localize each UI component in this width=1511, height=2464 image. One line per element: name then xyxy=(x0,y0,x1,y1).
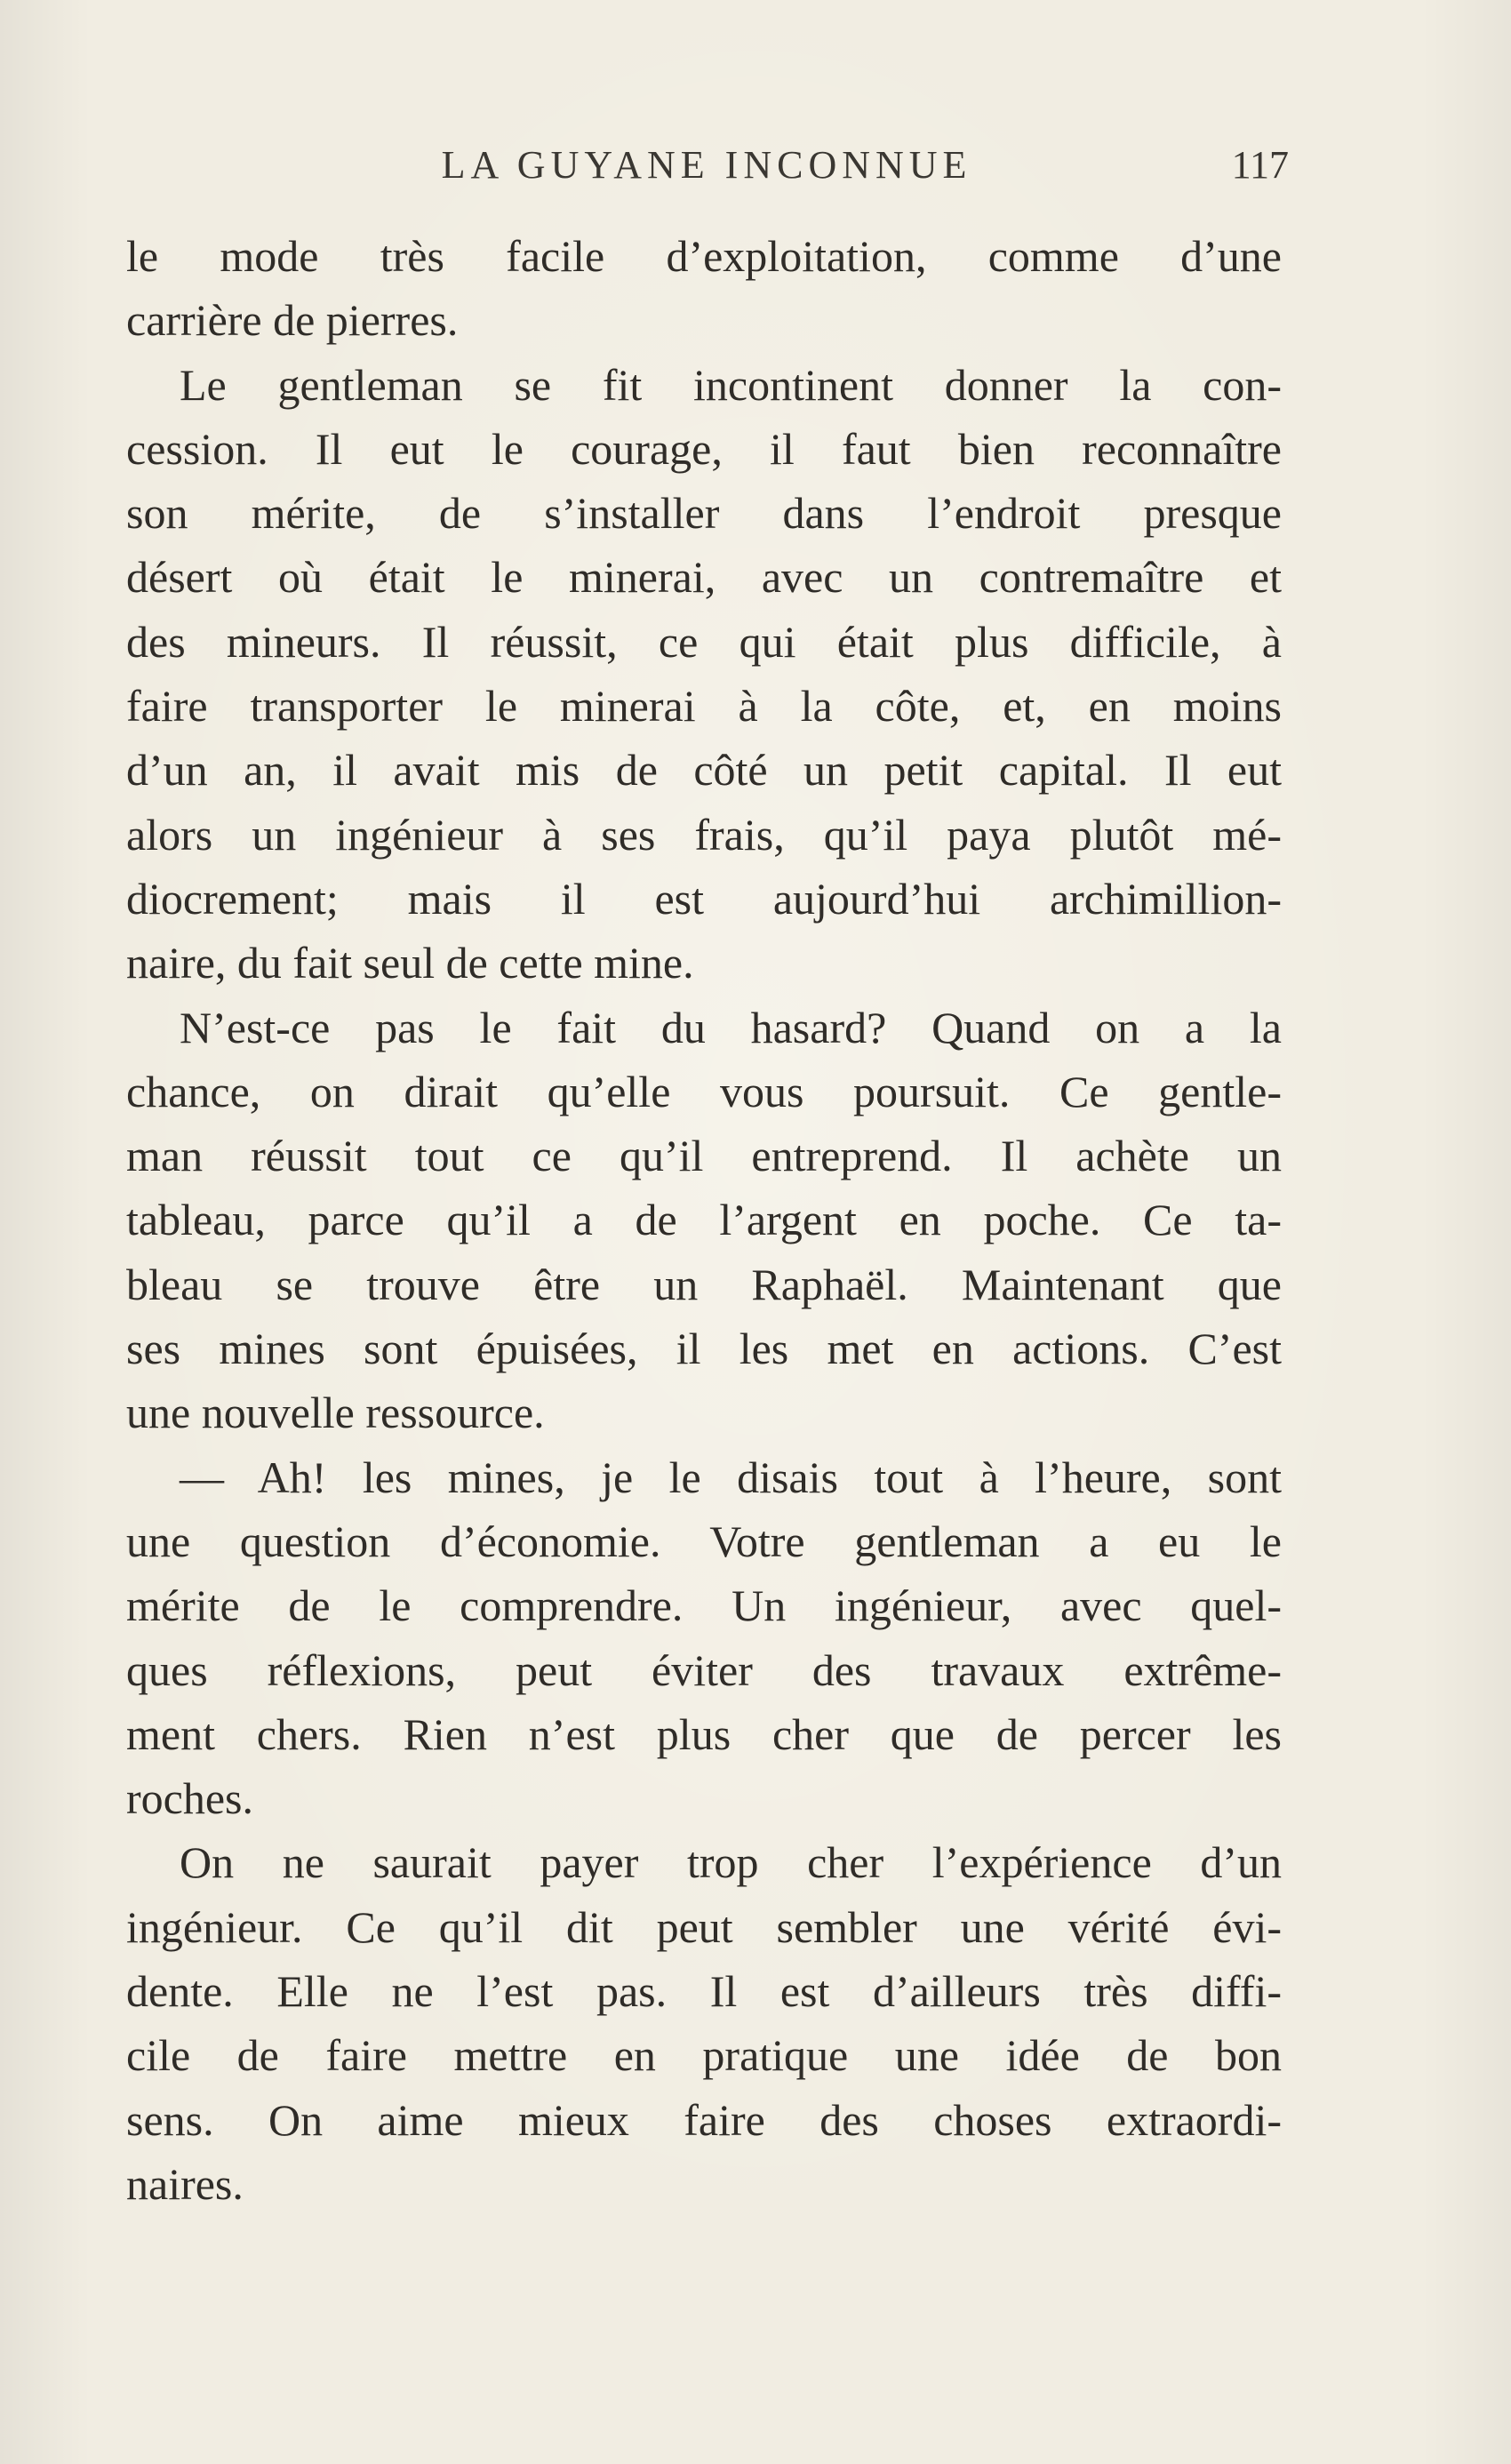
running-title: LA GUYANE INCONNUE xyxy=(441,143,972,187)
text-line: ques réflexions, peut éviter des travaux extrême- xyxy=(126,1644,1282,1695)
text-line: naire, du fait seul de cette mine. xyxy=(126,938,694,988)
text-line: alors un ingénieur à ses frais, qu’il paya plutôt mé- xyxy=(126,809,1282,860)
text-line: ingénieur. Ce qu’il dit peut sembler une vérité évi- xyxy=(126,1901,1282,1952)
text-line: une nouvelle ressource. xyxy=(126,1388,545,1438)
text-line: son mérite, de s’installer dans l’endroit presque xyxy=(126,488,1282,539)
text-line: ses mines sont épuisées, il les met en actions. C’est xyxy=(126,1324,1282,1374)
text-line: dente. Elle ne l’est pas. Il est d’ailleurs très diffi- xyxy=(126,1966,1282,2017)
text-line: bleau se trouve être un Raphaël. Maintenant que xyxy=(126,1259,1282,1309)
text-line: tableau, parce qu’il a de l’argent en poche. Ce ta- xyxy=(126,1195,1282,1245)
text-line: diocrement; mais il est aujourd’hui archimillion- xyxy=(126,873,1282,924)
text-line: mérite de le comprendre. Un ingénieur, avec quel- xyxy=(126,1580,1282,1631)
text-line: d’un an, il avait mis de côté un petit capital. Il eut xyxy=(126,745,1282,796)
text-line: le mode très facile d’exploitation, comme d’une xyxy=(126,231,1282,281)
body-text xyxy=(126,224,1282,2216)
text-line: sens. On aime mieux faire des choses extraordi- xyxy=(126,2094,1282,2145)
text-line: ment chers. Rien n’est plus cher que de percer les xyxy=(126,1708,1282,1759)
text-line: une question d’économie. Votre gentleman a eu le xyxy=(126,1516,1282,1566)
text-line: N’est-ce pas le fait du hasard? Quand on a la xyxy=(180,1002,1282,1052)
text-line: — Ah! les mines, je le disais tout à l’heure, sont xyxy=(180,1452,1282,1502)
text-line: roches. xyxy=(126,1773,253,1824)
text-line: des mineurs. Il réussit, ce qui était plus difficile, à xyxy=(126,616,1282,667)
text-line: cile de faire mettre en pratique une idée de bon xyxy=(126,2030,1282,2081)
running-head xyxy=(124,142,1289,196)
text-line: cession. Il eut le courage, il faut bien reconnaître xyxy=(126,423,1282,474)
text-line: désert où était le minerai, avec un contremaître et xyxy=(126,552,1282,603)
page-number: 117 xyxy=(1231,143,1289,187)
text-line: carrière de pierres. xyxy=(126,295,459,346)
text-line: On ne saurait payer trop cher l’expérience d’un xyxy=(180,1837,1282,1888)
text-line: chance, on dirait qu’elle vous poursuit. Ce gentle- xyxy=(126,1066,1282,1116)
text-line: Le gentleman se fit incontinent donner la con- xyxy=(180,359,1282,410)
text-line: man réussit tout ce qu’il entreprend. Il achète un xyxy=(126,1131,1282,1181)
text-line: faire transporter le minerai à la côte, et, en moins xyxy=(126,681,1282,732)
text-line: naires. xyxy=(126,2158,244,2209)
